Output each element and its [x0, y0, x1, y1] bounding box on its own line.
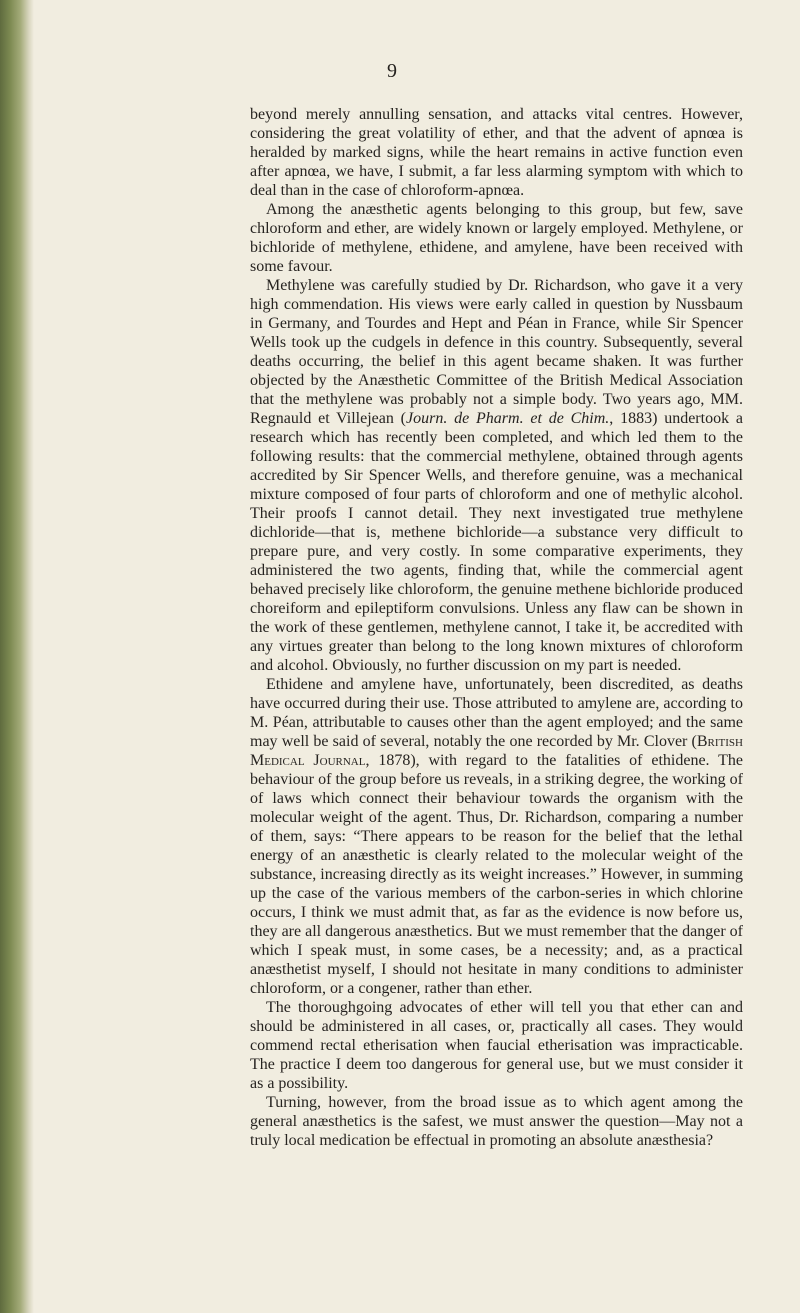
book-page [42, 0, 800, 1313]
book-spine-edge [0, 0, 34, 1313]
page-number: 9 [387, 60, 397, 82]
paragraph-text: , 1883) undertook a research which has recently been completed, and which led them to the following results: that the commercial methylene, obtained through agents accredited by Sir Spencer Wells, and therefore genuine, was a mechanical mixture composed of four parts of chloroform and one of methylic alcohol. Their proofs I cannot detail. They next investigated true methylene dichloride—that is, methene bichloride—a substance very difficult to prepare pure, and very costly. In some comparative experiments, they administered the two agents, finding that, while the commercial agent behaved precisely like chloroform, the genuine methene bichloride produced choreiform and epileptiform convulsions. Unless any flaw can be shown in the work of these gentlemen, methylene cannot, I take it, be accredited with any virtues greater than belong to the long known mixtures of chloroform and alcohol. Obviously, no further discussion on my part is needed. [250, 410, 743, 674]
paragraph-ethidene-amylene [250, 675, 743, 998]
paragraph-methylene [250, 276, 743, 675]
journal-citation: Journ. de Pharm. et de Chim. [405, 410, 610, 427]
text-column [250, 105, 743, 1150]
paragraph-local-medication [250, 1093, 743, 1150]
journal-citation: British Medical Journal [250, 733, 743, 769]
paragraph-text: Methylene was carefully studied by Dr. Richardson, who gave it a very high commendation. His views were early called in question by Nussbaum in Germany, and Tourdes and Hept and Péan in France, while Sir Spencer Wells took up the cudgels in defence in this country. Subsequently, several deaths occurring, the belief in this agent became shaken. It was further objected by the Anæsthetic Committee of the British Medical Association that the methylene was probably not a simple body. Two years ago, MM. Regnauld et Villejean ( [250, 277, 743, 427]
paragraph-anaesthetic-agents [250, 200, 743, 276]
paragraph-text: Among the anæsthetic agents belonging to this group, but few, save chloroform and ether, are widely known or largely employed. Methylene, or bichloride of methylene, ethidene, and amylene, have been received with some favour. [250, 201, 743, 275]
paragraph-text: Ethidene and amylene have, unfortunately, been discredited, as deaths have occurred during their use. Those attributed to amylene are, according to M. Péan, attributable to causes other than the agent employed; and the same may well be said of several, notably the one recorded by Mr. Clover ( [250, 676, 743, 750]
paragraph-text: Turning, however, from the broad issue as to which agent among the general anæsthetics is the safest, we must answer the question—May not a truly local medication be effectual in promoting an absolute anæsthesia? [250, 1094, 743, 1149]
paragraph-ether-advocates [250, 998, 743, 1093]
paragraph-apnoea [250, 105, 743, 200]
paragraph-text: beyond merely annulling sensation, and attacks vital centres. However, considering the great volatility of ether, and that the advent of apnœa is heralded by marked signs, while the heart remains in active function even after apnœa, we have, I submit, a far less alarming symptom with which to deal than in the case of chloroform-apnœa. [250, 106, 743, 199]
paragraph-text: The thoroughgoing advocates of ether will tell you that ether can and should be administered in all cases, or, practically all cases. They would commend rectal etherisation when faucial etherisation was impracticable. The practice I deem too dangerous for general use, but we must consider it as a possibility. [250, 999, 743, 1092]
paragraph-text: , 1878), with regard to the fatalities of ethidene. The behaviour of the group before us reveals, in a striking degree, the working of of laws which connect their behaviour towards the organism with the molecular weight of the agent. Thus, Dr. Richardson, comparing a number of them, says: “There appears to be reason for the belief that the lethal energy of an anæsthetic is clearly related to the molecular weight of the substance, increasing directly as its weight increases.” However, in summing up the case of the various members of the carbon-series in which chlorine occurs, I think we must admit that, as far as the evidence is now before us, they are all dangerous anæsthetics. But we must remember that the danger of which I speak must, in some cases, be a necessity; and, as a practical anæsthetist myself, I should not hesitate in many conditions to administer chloroform, or a congener, rather than ether. [250, 752, 743, 997]
